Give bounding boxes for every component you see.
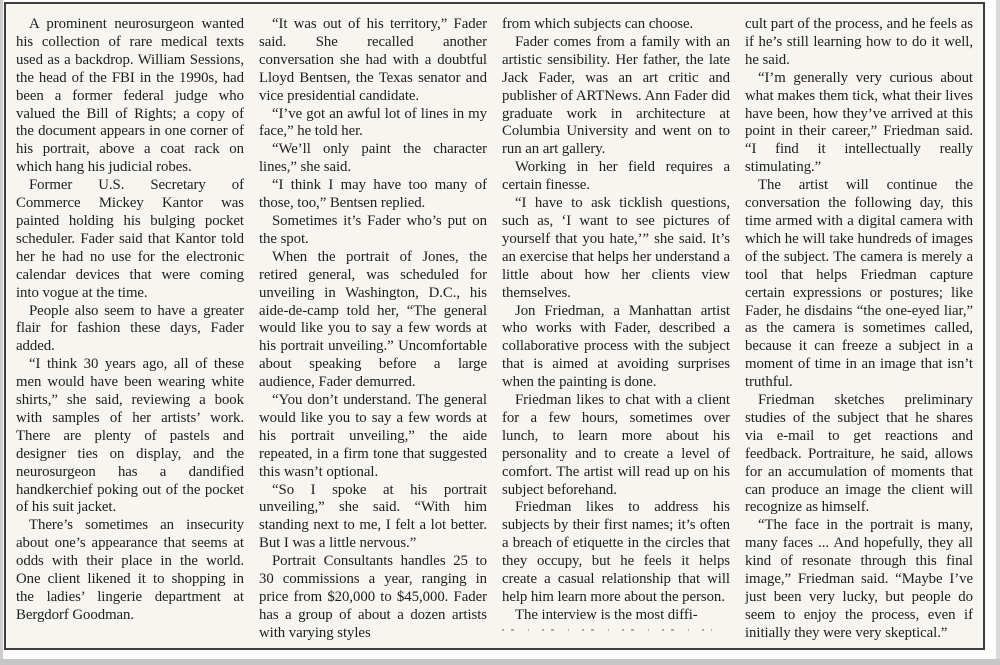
column-4	[745, 16, 973, 642]
paragraph: Fader comes from a family with an artistic sensibility. Her father, the late Jack Fader, was an art critic and publisher of ARTNews. Ann Fader did graduate work in architecture at Columbia University and went on to run an art gallery.	[502, 33, 730, 158]
paragraph: “I’ve got an awful lot of lines in my face,” he told her.	[259, 105, 487, 140]
clipped-text-line	[502, 628, 712, 633]
paragraph: “It was out of his territory,” Fader said. She recalled another conversation she had with a doubtful Lloyd Bentsen, the Texas senator and vice presidential candidate.	[259, 16, 487, 104]
paragraph: “I think 30 years ago, all of these men would have been wearing white shirts,” she said, reviewing a book with samples of her artists’ work. There are plenty of pastels and designer ties on display, and the neurosurgeon has a dandified handkerchief poking out of the pocket of his suit jacket.	[16, 356, 244, 516]
paragraph: “You don’t understand. The general would like you to say a few words at his portrait unveiling,” the aide repeated, in a firm tone that suggested this wasn’t optional.	[259, 392, 487, 480]
paragraph: Friedman likes to address his subjects by their first names; it’s often a breach of etiquette in the circles that they occupy, but he feels it helps create a casual relationship that will help him learn more about the person.	[502, 499, 730, 605]
paragraph: “I think I may have too many of those, too,” Bentsen replied.	[259, 177, 487, 212]
article-columns	[16, 16, 973, 642]
paragraph: When the portrait of Jones, the retired general, was scheduled for unveiling in Washington, D.C., his aide-de-camp told her, “The general would like you to say a few words at his portrait unveiling.” Uncomfortable about speaking before a large audience, Fader demurred.	[259, 248, 487, 391]
article-frame	[4, 2, 985, 650]
paragraph: “I have to ask ticklish questions, such as, ‘I want to see pictures of yourself that you hate,’” she said. It’s an exercise that helps her understand a little about how her clients view themselves.	[502, 195, 730, 301]
paragraph: Working in her field requires a certain finesse.	[502, 159, 730, 194]
column-2	[259, 16, 487, 642]
paragraph: Friedman sketches preliminary studies of the subject that he shares via e-mail to get reactions and feedback. Portraiture, he said, allows for an accumulation of moments that can produce an image the client will recognize as himself.	[745, 392, 973, 516]
paragraph: Friedman likes to chat with a client for a few hours, sometimes over lunch, to learn more about his personality and to create a level of comfort. The artist will read up on his subject beforehand.	[502, 392, 730, 498]
paragraph: “I’m generally very curious about what makes them tick, what their lives have been, how they’ve arrived at this point in their career,” Friedman said. “I find it intellectually really stimulating.”	[745, 69, 973, 176]
paragraph: The artist will continue the conversation the following day, this time armed with a digital camera with which he will take hundreds of images of the subject. The camera is merely a tool that helps Friedman capture certain expressions or postures; like Fader, he disdains “the one-eyed liar,” as the camera is sometimes called, because it can freeze a subject in a moment of time in an image that isn’t truthful.	[745, 177, 973, 391]
scan-edge-bottom	[0, 659, 1000, 665]
paragraph: from which subjects can choose.	[502, 16, 694, 32]
paragraph: There’s sometimes an insecurity about one’s appearance that seems at odds with their place in the world. One client likened it to shopping in the ladies’ lingerie department at Bergdorf Goodman.	[16, 517, 244, 623]
paragraph: Sometimes it’s Fader who’s put on the spot.	[259, 212, 487, 247]
scan-edge-left	[0, 0, 3, 665]
scan-edge-right	[996, 0, 1000, 665]
paragraph: A prominent neurosurgeon wanted his collection of rare medical texts used as a backdrop. William Sessions, the head of the FBI in the 1990s, had been a former federal judge who valued the Bill of Rights; a copy of the document appears in one corner of his portrait, above a coat rack on which hang his judicial robes.	[16, 16, 244, 176]
paragraph: “We’ll only paint the character lines,” she said.	[259, 141, 487, 176]
paragraph: “So I spoke at his portrait unveiling,” she said. “With him standing next to me, I felt a lot better. But I was a little nervous.”	[259, 481, 487, 552]
paragraph: cult part of the process, and he feels as if he’s still learning how to do it well, he said.	[745, 16, 973, 68]
paragraph: The interview is the most diffi-	[515, 606, 698, 623]
column-3	[502, 16, 730, 642]
paragraph: Jon Friedman, a Manhattan artist who works with Fader, described a collaborative process with the subject that is aimed at avoiding surprises when the painting is done.	[502, 302, 730, 391]
paragraph: “The face in the portrait is many, many faces ... And hopefully, they all kind of resonate through this final image,” Friedman said. “Maybe I’ve just been very lucky, but people do seem to enjoy the process, even if initially they were very skeptical.”	[745, 517, 973, 641]
column-1	[16, 16, 244, 642]
paragraph: People also seem to have a greater flair for fashion these days, Fader added.	[16, 302, 244, 355]
paragraph: Portrait Consultants handles 25 to 30 commissions a year, ranging in price from $20,000 to $45,000. Fader has a group of about a dozen artists with varying styles	[259, 553, 487, 641]
paragraph: Former U.S. Secretary of Commerce Mickey Kantor was painted holding his bulging pocket scheduler. Fader said that Kantor told her he had no use for the electronic calendar devices that were coming into vogue at the time.	[16, 177, 244, 301]
